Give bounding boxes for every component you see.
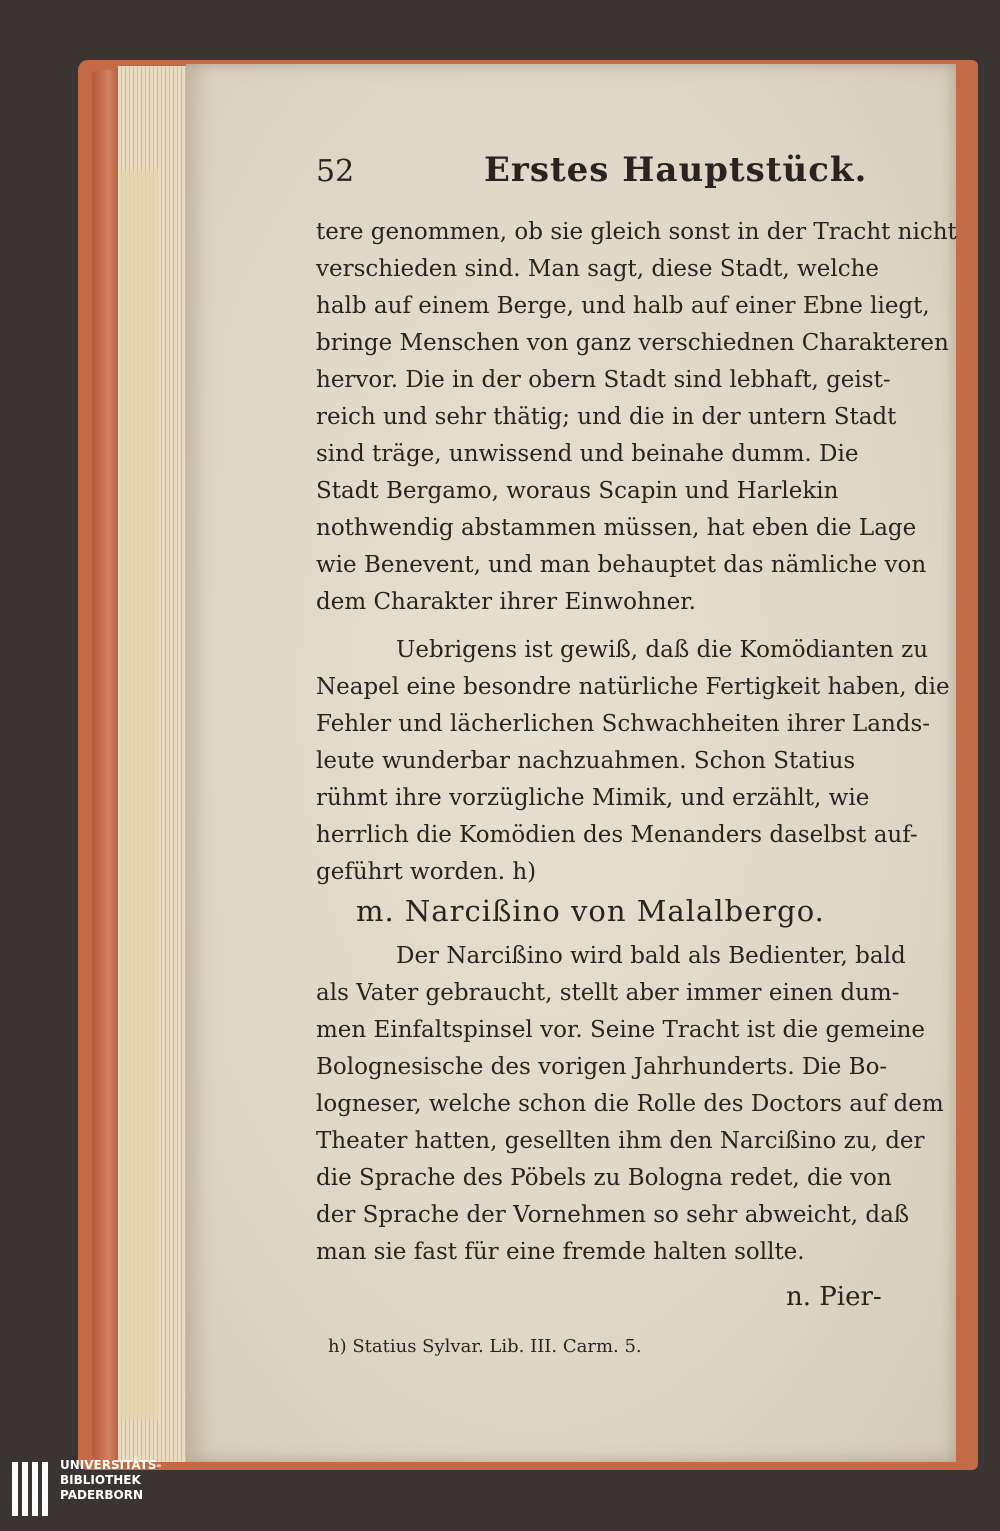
logo-line: BIBLIOTHEK xyxy=(60,1473,141,1487)
text-line: sind träge, unwissend und beinahe dumm. Die xyxy=(316,441,859,467)
text-line: geführt worden. h) xyxy=(316,859,537,885)
text-line: Fehler und lächerlichen Schwachheiten ihrer Lands- xyxy=(316,711,931,737)
text-line: leute wunderbar nachzuahmen. Schon Statius xyxy=(316,748,856,774)
text-line: rühmt ihre vorzügliche Mimik, und erzählt, wie xyxy=(316,785,870,811)
text-line: Stadt Bergamo, woraus Scapin und Harlekin xyxy=(316,478,839,504)
text-line: Bolognesische des vorigen Jahrhunderts. Die Bo- xyxy=(316,1054,888,1080)
section-heading: m. Narcißino von Malalbergo. xyxy=(356,894,825,928)
text-line: Theater hatten, gesellten ihm den Narcißino zu, der xyxy=(316,1128,925,1154)
text-line: Neapel eine besondre natürliche Fertigkeit haben, die xyxy=(316,674,950,700)
text-line: herrlich die Komödien des Menanders daselbst auf- xyxy=(316,822,918,848)
text-line: tere genommen, ob sie gleich sonst in der Tracht nicht xyxy=(316,219,957,245)
text-line: der Sprache der Vornehmen so sehr abweicht, daß xyxy=(316,1202,910,1228)
logo-line: UNIVERSITÄTS- xyxy=(60,1458,162,1472)
book-spine xyxy=(92,70,120,1460)
page-stack-shadow xyxy=(120,170,158,1420)
text-line: hervor. Die in der obern Stadt sind lebhaft, geist- xyxy=(316,367,891,393)
text-line: men Einfaltspinsel vor. Seine Tracht ist die gemeine xyxy=(316,1017,926,1043)
running-title: Erstes Hauptstück. xyxy=(484,150,868,190)
footnote: h) Statius Sylvar. Lib. III. Carm. 5. xyxy=(328,1336,642,1357)
text-line: man sie fast für eine fremde halten sollte. xyxy=(316,1239,805,1265)
text-line: bringe Menschen von ganz verschiednen Charakteren xyxy=(316,330,949,356)
catchword: n. Pier- xyxy=(786,1282,882,1312)
text-line: dem Charakter ihrer Einwohner. xyxy=(316,589,696,615)
text-line: verschieden sind. Man sagt, diese Stadt, welche xyxy=(316,256,880,282)
library-logo xyxy=(8,1454,168,1524)
library-name xyxy=(60,1458,162,1503)
library-emblem-icon xyxy=(8,1460,54,1518)
text-line: logneser, welche schon die Rolle des Doctors auf dem xyxy=(316,1091,944,1117)
page-number: 52 xyxy=(316,154,355,189)
text-line: wie Benevent, und man behauptet das nämliche von xyxy=(316,552,927,578)
logo-line: PADERBORN xyxy=(60,1488,144,1502)
page-header xyxy=(316,150,906,190)
text-line: halb auf einem Berge, und halb auf einer Ebne liegt, xyxy=(316,293,930,319)
text-line: reich und sehr thätig; und die in der untern Stadt xyxy=(316,404,897,430)
text-line: Der Narcißino wird bald als Bedienter, bald xyxy=(396,943,906,969)
text-line: nothwendig abstammen müssen, hat eben die Lage xyxy=(316,515,917,541)
text-line: die Sprache des Pöbels zu Bologna redet, die von xyxy=(316,1165,892,1191)
text-line: als Vater gebraucht, stellt aber immer einen dum- xyxy=(316,980,900,1006)
text-line: Uebrigens ist gewiß, daß die Komödianten zu xyxy=(396,637,929,663)
